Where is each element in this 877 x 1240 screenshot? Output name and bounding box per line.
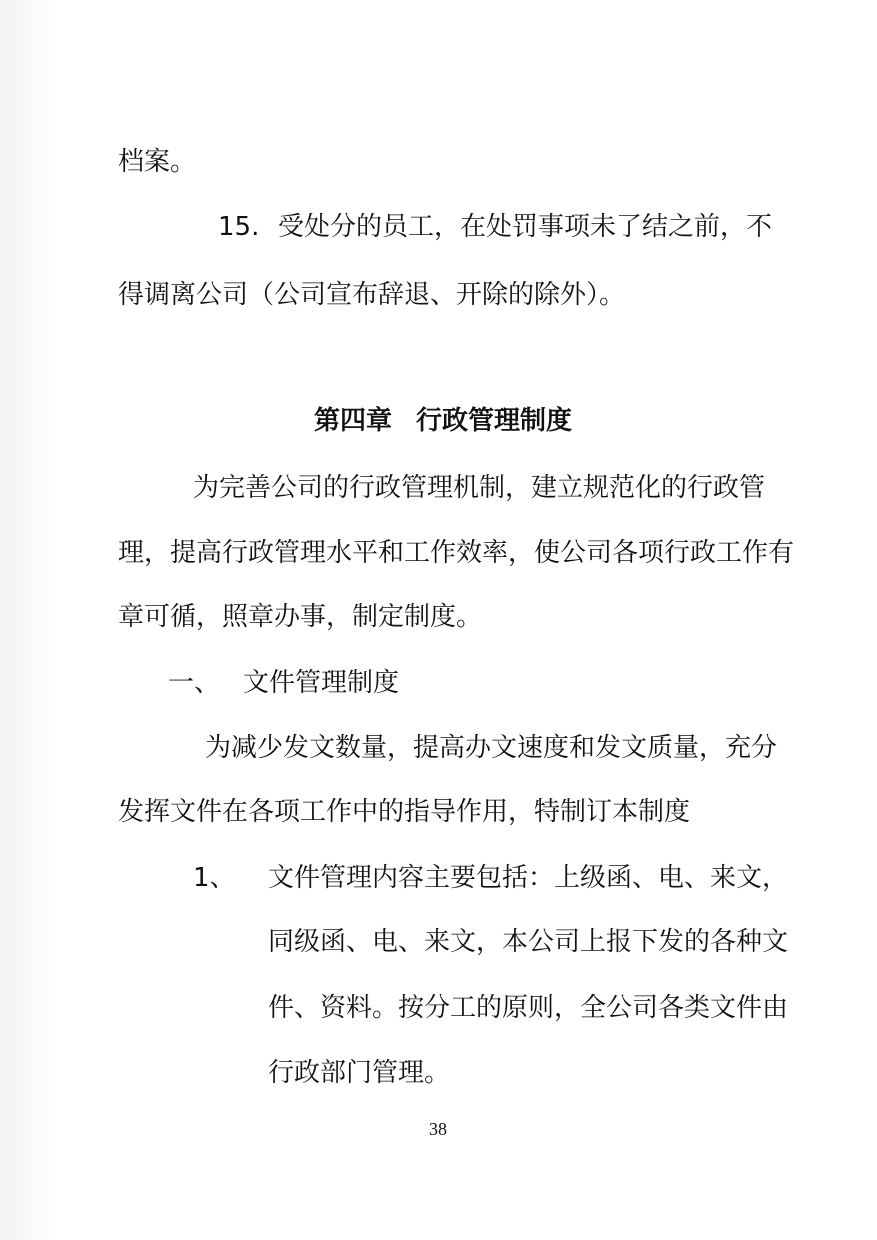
text-line: 档案。	[118, 147, 197, 177]
text-line: 章可循，照章办事，制定制度。	[118, 602, 483, 632]
section-title: 文件管理制度	[243, 668, 400, 698]
text-line: 为减少发文数量，提高办文速度和发文质量，充分	[205, 733, 778, 763]
page-edge-shadow	[0, 0, 60, 1240]
text-line: 得调离公司（公司宣布辞退、开除的除外）。	[118, 280, 626, 310]
page-number: 38	[429, 1119, 447, 1139]
item-number: 15.	[218, 212, 260, 242]
text-line: 受处分的员工，在处罚事项未了结之前，不	[278, 212, 773, 242]
text-line: 为完善公司的行政管理机制，建立规范化的行政管	[193, 473, 766, 503]
text-line: 发挥文件在各项工作中的指导作用，特制订本制度	[118, 797, 691, 827]
item-number: 1、	[193, 863, 236, 893]
text-line: 件、资料。按分工的原则，全公司各类文件由	[268, 993, 789, 1023]
text-line: 文件管理内容主要包括：上级函、电、来文，	[268, 863, 789, 893]
chapter-title: 行政管理制度	[416, 406, 573, 436]
section-number: 一、	[168, 668, 221, 698]
text-line: 同级函、电、来文，本公司上报下发的各种文	[268, 927, 789, 957]
text-line: 行政部门管理。	[268, 1058, 451, 1088]
chapter-number: 第四章	[314, 406, 393, 436]
text-line: 理，提高行政管理水平和工作效率，使公司各项行政工作有	[118, 538, 795, 568]
